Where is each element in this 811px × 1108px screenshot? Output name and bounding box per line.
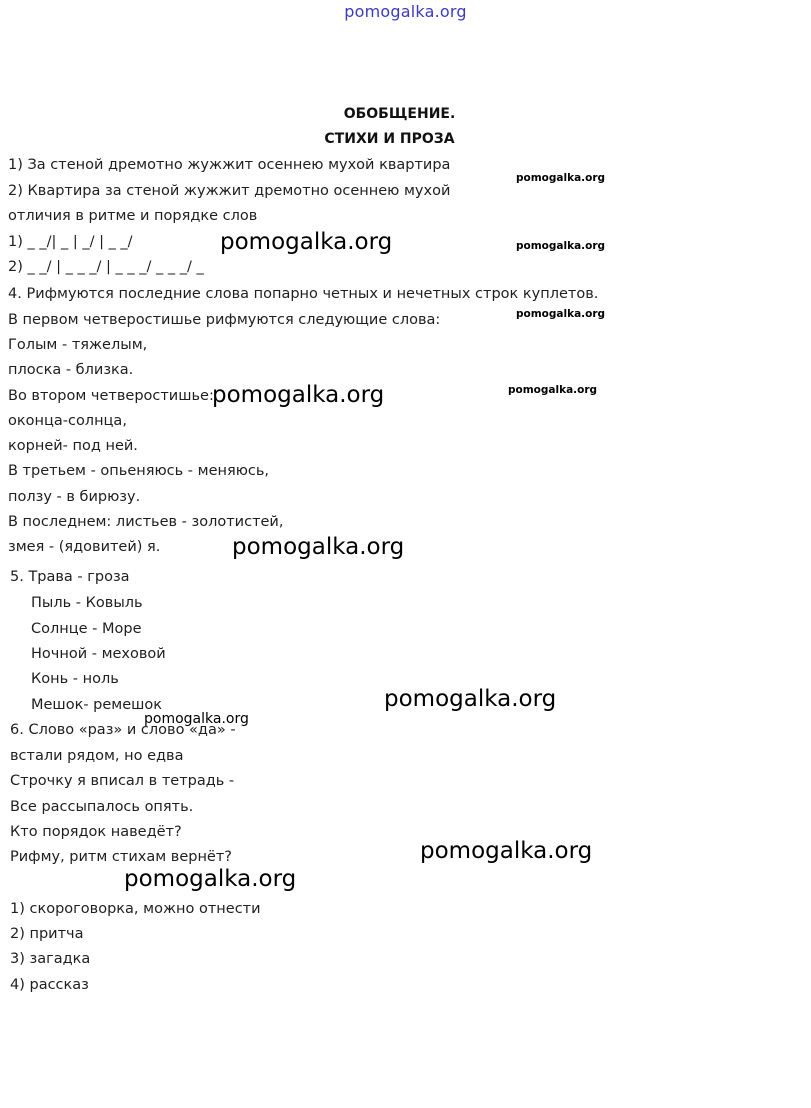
watermark: pomogalka.org xyxy=(220,229,393,255)
rhythm-scheme-line: 1) _ _/| _ | _/ | _ _/ xyxy=(8,234,133,250)
text-line: плоска - близка. xyxy=(8,362,134,378)
text-line: Конь - ноль xyxy=(31,671,119,687)
text-line: корней- под ней. xyxy=(8,438,138,454)
site-header-watermark: pomogalka.org xyxy=(344,2,467,21)
text-line: встали рядом, но едва xyxy=(10,748,184,764)
text-line: В последнем: листьев - золотистей, xyxy=(8,514,284,530)
watermark: pomogalka.org xyxy=(124,866,297,892)
text-line: Строчку я вписал в тетрадь - xyxy=(10,773,235,789)
watermark: pomogalka.org xyxy=(516,308,606,320)
text-line: 2) притча xyxy=(10,926,84,942)
text-line: В третьем - опьеняюсь - меняюсь, xyxy=(8,463,270,479)
text-line: 1) скороговорка, можно отнести xyxy=(10,901,261,917)
text-line: 2) Квартира за стеной жужжит дремотно осеннею мухой xyxy=(8,183,451,199)
text-line: Во втором четверостишье: xyxy=(8,388,214,404)
text-line: Ночной - меховой xyxy=(31,646,166,662)
text-line: Мешок- ремешок xyxy=(31,697,163,713)
text-line: ползу - в бирюзу. xyxy=(8,489,141,505)
page-title: ОБОБЩЕНИЕ. xyxy=(343,106,456,122)
rhythm-scheme-line: 2) _ _/ | _ _ _/ | _ _ _/ _ _ _/ _ xyxy=(8,259,204,275)
text-line: 1) За стеной дремотно жужжит осеннею мухой квартира xyxy=(8,157,451,173)
text-line: Пыль - Ковыль xyxy=(31,595,143,611)
watermark: pomogalka.org xyxy=(384,686,557,712)
text-line: 6. Слово «раз» и слово «да» - xyxy=(10,722,236,738)
watermark: pomogalka.org xyxy=(212,382,385,408)
watermark: pomogalka.org xyxy=(420,838,593,864)
text-line: 3) загадка xyxy=(10,951,91,967)
text-line: змея - (ядовитей) я. xyxy=(8,539,161,555)
page-subtitle: СТИХИ И ПРОЗА xyxy=(324,131,455,147)
text-line: Кто порядок наведёт? xyxy=(10,824,182,840)
text-line: Голым - тяжелым, xyxy=(8,337,148,353)
watermark: pomogalka.org xyxy=(144,711,249,727)
text-line: Все рассыпалось опять. xyxy=(10,799,194,815)
text-line: 4. Рифмуются последние слова попарно четных и нечетных строк куплетов. xyxy=(8,286,599,302)
watermark: pomogalka.org xyxy=(516,240,606,252)
text-line: отличия в ритме и порядке слов xyxy=(8,208,258,224)
text-line: В первом четверостишье рифмуются следующие слова: xyxy=(8,312,441,328)
text-line: оконца-солнца, xyxy=(8,413,127,429)
text-line: Солнце - Море xyxy=(31,621,142,637)
watermark: pomogalka.org xyxy=(232,534,405,560)
watermark: pomogalka.org xyxy=(508,384,598,396)
text-line: 4) рассказ xyxy=(10,977,89,993)
text-line: Рифму, ритм стихам вернёт? xyxy=(10,849,232,865)
text-line: 5. Трава - гроза xyxy=(10,569,130,585)
watermark: pomogalka.org xyxy=(516,172,606,184)
